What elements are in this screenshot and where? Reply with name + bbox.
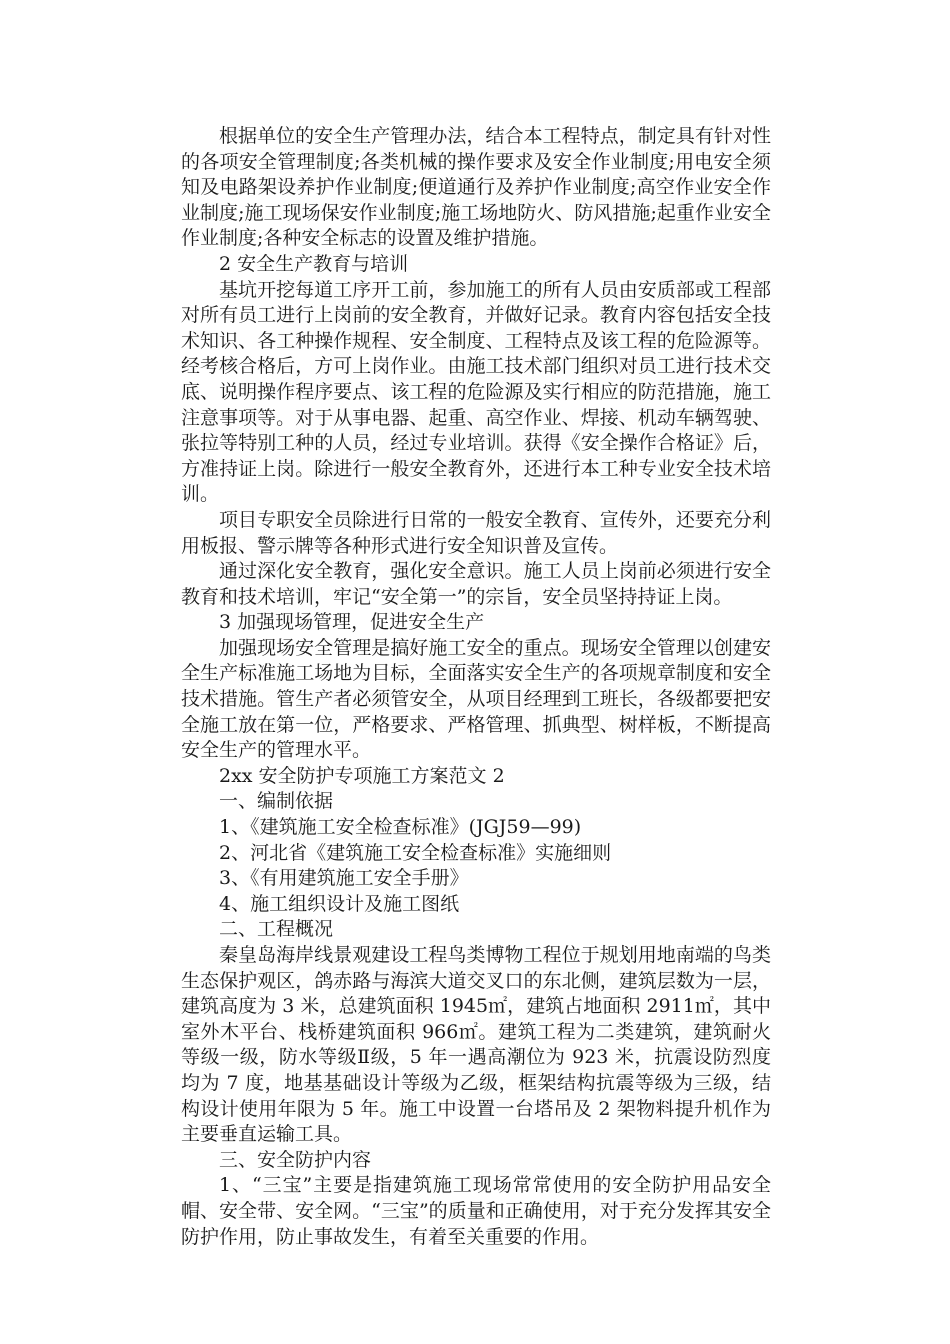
heading-basis: 一、编制依据 [219, 790, 334, 813]
list-item-basis-3: 3、《有用建筑施工安全手册》 [219, 867, 469, 890]
paragraph-deepen-education: 通过深化安全教育，强化安全意识。施工人员上岗前必须进行安全教育和技术培训，牢记“安全第一”的宗旨，安全员坚持持证上岗。 [181, 560, 771, 608]
list-item-basis-2: 2、河北省《建筑施工安全检查标准》实施细则 [219, 841, 612, 864]
heading-site-management: 3 加强现场管理，促进安全生产 [219, 611, 485, 634]
list-item-basis-4: 4、施工组织设计及施工图纸 [219, 892, 460, 915]
heading-project-overview: 二、工程概况 [219, 918, 334, 941]
heading-sample-2: 2xx 安全防护专项施工方案范文 2 [219, 764, 505, 787]
heading-protection-content: 三、安全防护内容 [219, 1148, 372, 1171]
paragraph-safety-rules: 根据单位的安全生产管理办法，结合本工程特点，制定具有针对性的各项安全管理制度;各类机械的操作要求及安全作业制度;用电安全须知及电路架设养护作业制度;便道通行及养护作业制度;高空作业安全作业制度;施工现场保安作业制度;施工场地防火、防风措施;起重作业安全作业制度;各种安全标志的设置及维护措施。 [181, 125, 771, 250]
paragraph-project-overview: 秦皇岛海岸线景观建设工程鸟类博物工程位于规划用地南端的鸟类生态保护观区，鸽赤路与海滨大道交叉口的东北侧，建筑层数为一层，建筑高度为 3 米，总建筑面积 1945㎡，建筑占地面积 2911㎡，其中室外木平台、栈桥建筑面积 966㎡。建筑工程为二类建筑，建筑耐火等级一级，防水等级Ⅱ级，5 年一遇高潮位为 923 米，抗震设防烈度均为 7 度，地基基础设计等级为乙级，框架结构抗震等级为三级，结构设计使用年限为 5 年。施工中设置一台塔吊及 2 架物料提升机作为主要垂直运输工具。 [181, 944, 771, 1146]
paragraph-site-management: 加强现场安全管理是搞好施工安全的重点。现场安全管理以创建安全生产标准施工场地为目标，全面落实安全生产的各项规章制度和安全技术措施。管生产者必须管安全，从项目经理到工班长，各级都要把安全施工放在第一位，严格要求、严格管理、抓典型、树样板，不断提高安全生产的管理水平。 [181, 636, 771, 762]
document-body [181, 124, 771, 1250]
paragraph-three-treasures: 1、“三宝”主要是指建筑施工现场常常使用的安全防护用品安全帽、安全带、安全网。“三宝”的质量和正确使用，对于充分发挥其安全防护作用，防止事故发生，有着至关重要的作用。 [181, 1174, 771, 1248]
paragraph-safety-officer: 项目专职安全员除进行日常的一般安全教育、宣传外，还要充分利用板报、警示牌等各种形式进行安全知识普及宣传。 [181, 508, 771, 557]
paragraph-pre-job-education: 基坑开挖每道工序开工前，参加施工的所有人员由安质部或工程部对所有员工进行上岗前的安全教育，并做好记录。教育内容包括安全技术知识、各工种操作规程、安全制度、工程特点及该工程的危险源等。经考核合格后，方可上岗作业。由施工技术部门组织对员工进行技术交底、说明操作程序要点、该工程的危险源及实行相应的防范措施，施工注意事项等。对于从事电器、起重、高空作业、焊接、机动车辆驾驶、张拉等特别工种的人员，经过专业培训。获得《安全操作合格证》后，方准持证上岗。除进行一般安全教育外，还进行本工种专业安全技术培训。 [181, 278, 771, 506]
heading-education-training: 2 安全生产教育与培训 [219, 252, 409, 275]
list-item-basis-1: 1、《建筑施工安全检查标准》(JGJ59—99) [219, 816, 582, 839]
